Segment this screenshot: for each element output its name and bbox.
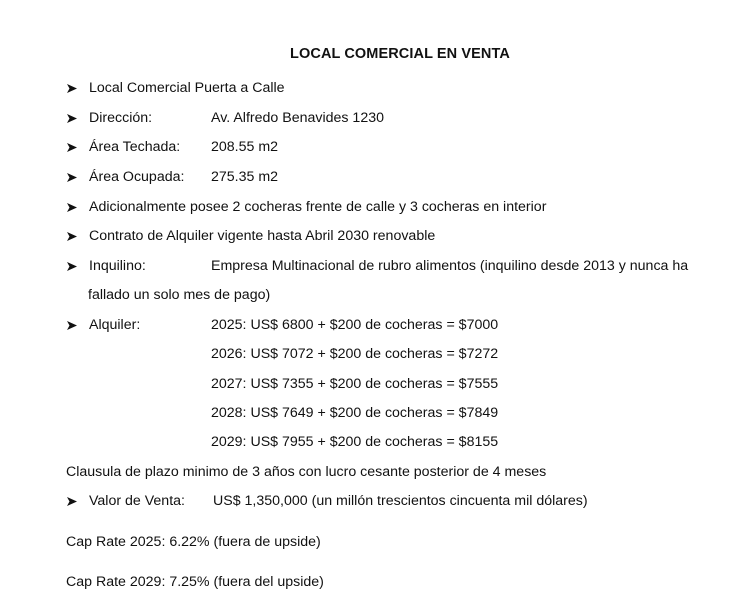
area-techada-value: 208.55 m2 [211,139,279,155]
arrowhead-bullet-icon [66,315,82,335]
inquilino-label: Inquilino: [89,258,146,274]
arrowhead-bullet-icon [66,108,82,128]
valor-label: Valor de Venta: [89,493,185,509]
alquiler-line: 2029: US$ 7955 + $200 de cocheras = $8155 [211,434,499,450]
cocheras-text: Adicionalmente posee 2 cocheras frente de calle y 3 cocheras en interior [89,199,547,215]
inquilino-value: Empresa Multinacional de rubro alimentos (inquilino desde 2013 y nunca ha [211,258,689,274]
contrato-text: Contrato de Alquiler vigente hasta Abril 2030 renovable [89,228,436,244]
area-techada-label: Área Techada: [89,139,181,155]
cap-rate-2025: Cap Rate 2025: 6.22% (fuera de upside) [66,534,321,550]
valor-value: US$ 1,350,000 (un millón trescientos cincuenta mil dólares) [213,493,588,509]
arrowhead-bullet-icon [66,137,82,157]
cap-rate-2029: Cap Rate 2029: 7.25% (fuera del upside) [66,574,324,590]
alquiler-line: 2027: US$ 7355 + $200 de cocheras = $7555 [211,376,499,392]
document-title: LOCAL COMERCIAL EN VENTA [290,46,510,62]
inquilino-continuation-line [88,285,270,305]
clausula-text: Clausula de plazo minimo de 3 años con lucro cesante posterior de 4 meses [66,464,547,480]
alquiler-line: 2025: US$ 6800 + $200 de cocheras = $7000 [211,317,499,333]
direccion-value: Av. Alfredo Benavides 1230 [211,110,384,126]
alquiler-label: Alquiler: [89,317,141,333]
arrowhead-bullet-icon [66,491,82,511]
local-text: Local Comercial Puerta a Calle [89,80,285,96]
alquiler-line: 2026: US$ 7072 + $200 de cocheras = $7272 [211,346,499,362]
arrowhead-bullet-icon [66,167,82,187]
direccion-label: Dirección: [89,110,153,126]
area-ocupada-label: Área Ocupada: [89,169,185,185]
alquiler-line: 2028: US$ 7649 + $200 de cocheras = $7849 [211,405,499,421]
inquilino-continuation: fallado un solo mes de pago) [88,287,271,303]
arrowhead-bullet-icon [66,197,82,217]
arrowhead-bullet-icon [66,78,82,98]
arrowhead-bullet-icon [66,256,82,276]
arrowhead-bullet-icon [66,226,82,246]
area-ocupada-value: 275.35 m2 [211,169,279,185]
